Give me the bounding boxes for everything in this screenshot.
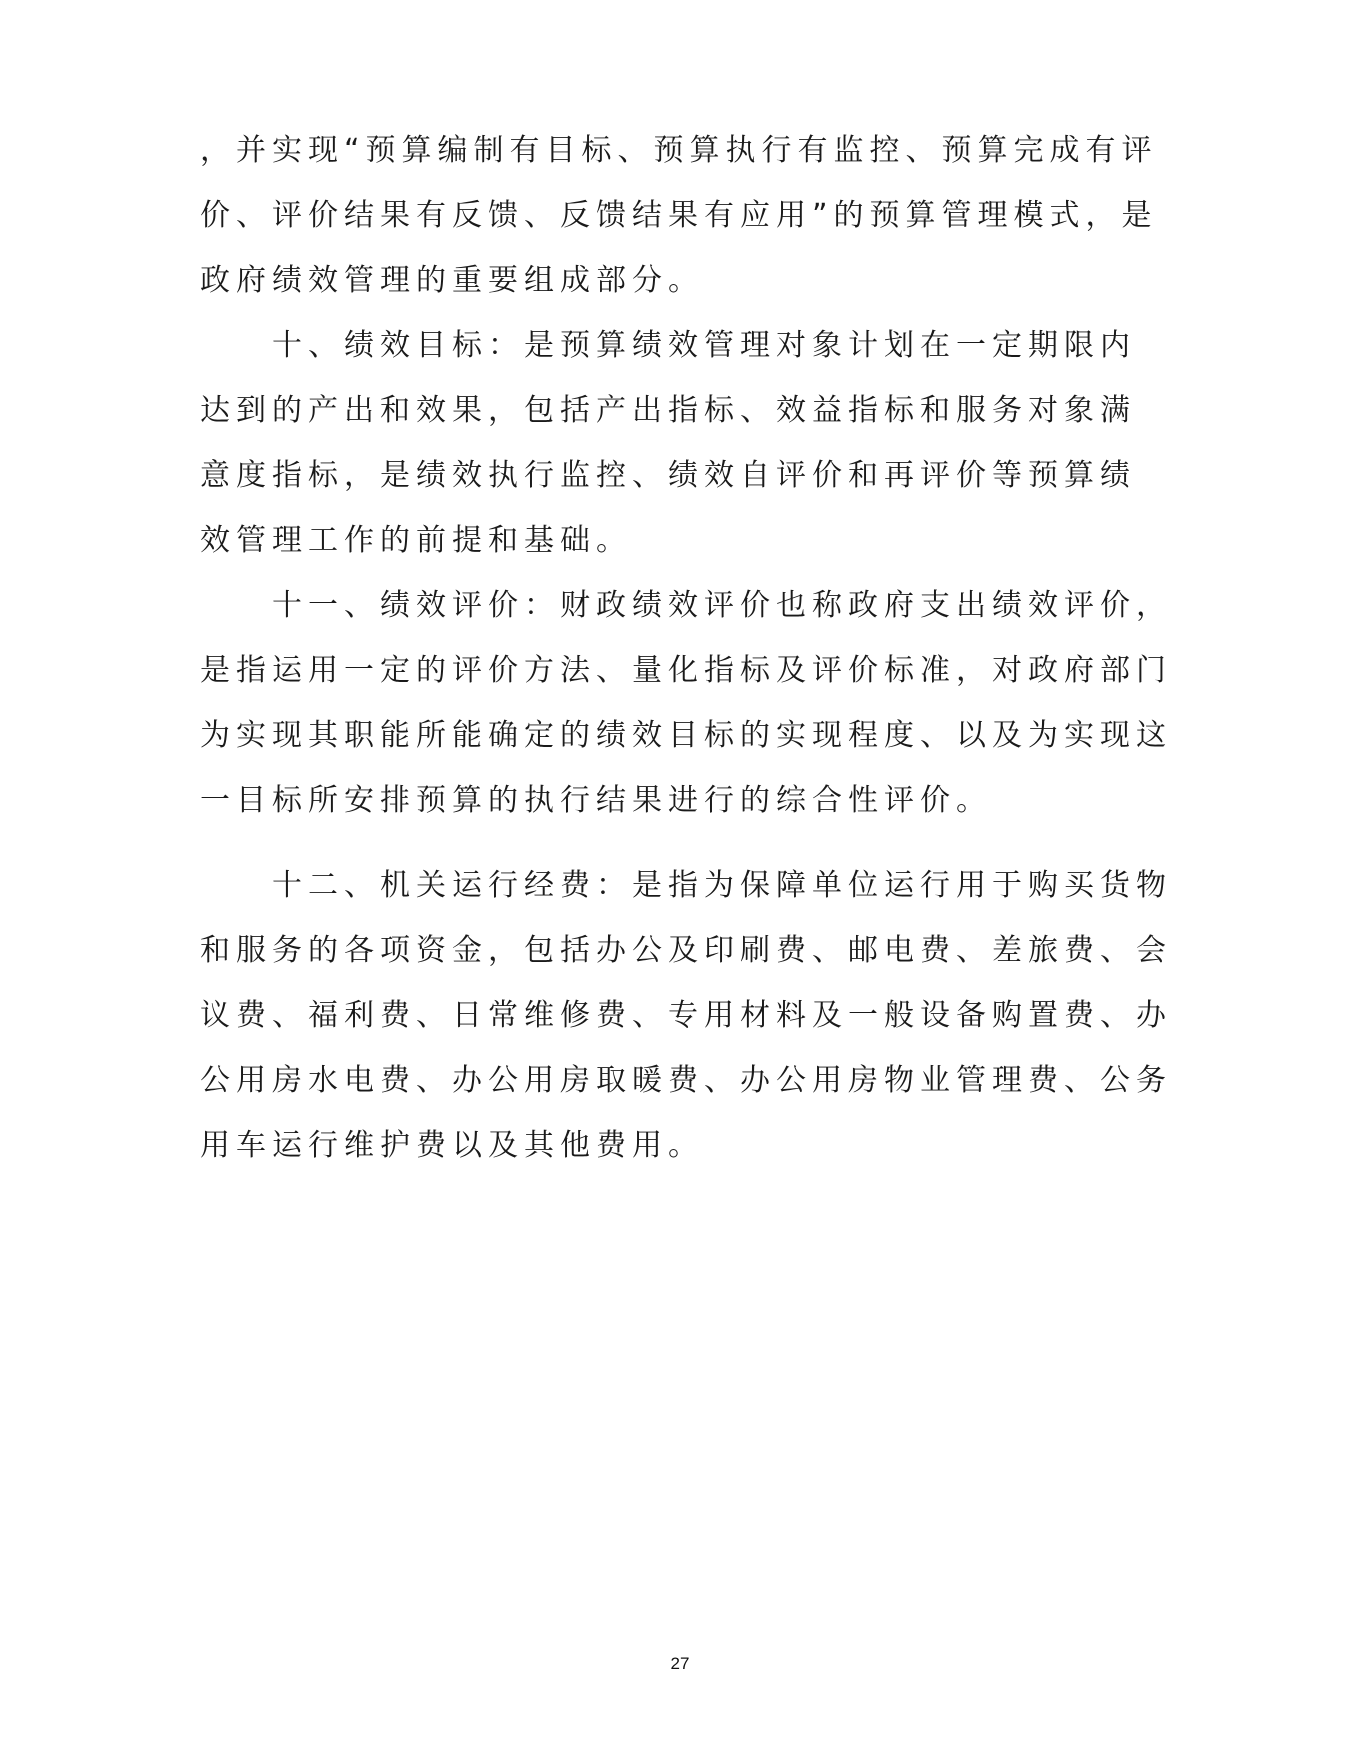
text-line: 达到的产出和效果，包括产出指标、效益指标和服务对象满 <box>200 393 1136 428</box>
paragraph-heading-line: 十、绩效目标：是预算绩效管理对象计划在一定期限内 <box>272 328 1136 363</box>
paragraph-heading-line: 十二、机关运行经费：是指为保障单位运行用于购买货物 <box>272 868 1172 903</box>
page-number: 27 <box>670 1654 690 1673</box>
text-line: 和服务的各项资金，包括办公及印刷费、邮电费、差旅费、会 <box>200 933 1172 968</box>
text-line: 意度指标，是绩效执行监控、绩效自评价和再评价等预算绩 <box>200 458 1136 493</box>
paragraph-heading-line: 十一、绩效评价：财政绩效评价也称政府支出绩效评价， <box>272 588 1172 623</box>
text-line: 价、评价结果有反馈、反馈结果有应用”的预算管理模式，是 <box>200 198 1158 233</box>
text-line: 一目标所安排预算的执行结果进行的综合性评价。 <box>200 783 992 818</box>
text-line: 是指运用一定的评价方法、量化指标及评价标准，对政府部门 <box>200 653 1172 688</box>
text-line: ，并实现“预算编制有目标、预算执行有监控、预算完成有评 <box>200 133 1158 168</box>
text-line: 公用房水电费、办公用房取暖费、办公用房物业管理费、公务 <box>200 1063 1172 1098</box>
text-line: 议费、福利费、日常维修费、专用材料及一般设备购置费、办 <box>200 998 1172 1033</box>
text-line: 效管理工作的前提和基础。 <box>200 523 632 558</box>
text-line: 用车运行维护费以及其他费用。 <box>200 1128 704 1163</box>
text-line: 政府绩效管理的重要组成部分。 <box>200 263 704 298</box>
text-line: 为实现其职能所能确定的绩效目标的实现程度、以及为实现这 <box>200 718 1172 753</box>
